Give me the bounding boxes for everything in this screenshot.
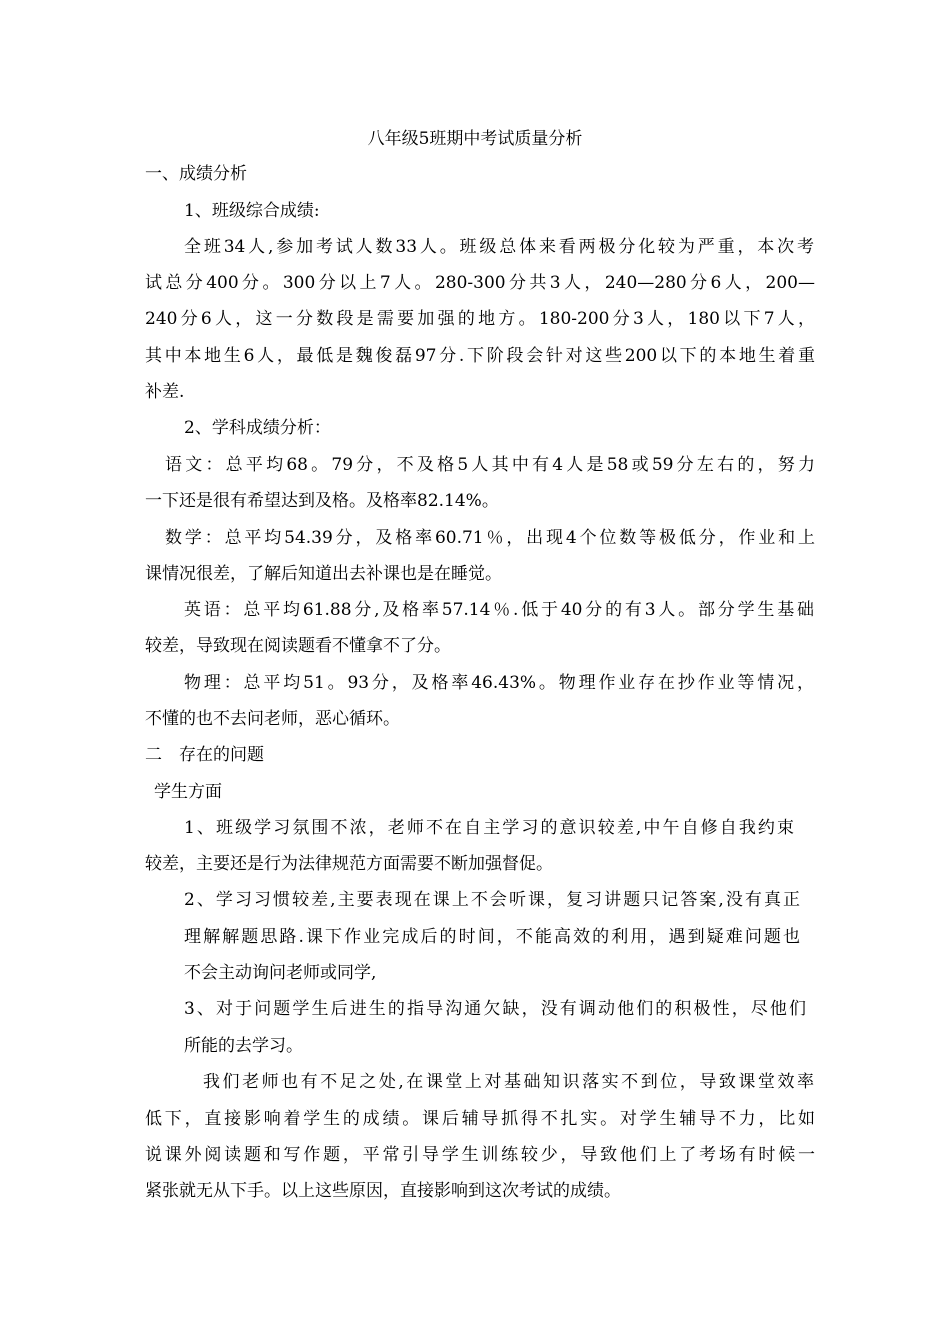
paragraph-line: 全班34人,参加考试人数33人。班级总体来看两极分化较为严重，本次考 — [184, 237, 814, 257]
list-item-line: 所能的去学习。 — [184, 1036, 303, 1056]
section-heading-score-analysis: 一、成绩分析 — [145, 164, 247, 184]
section-heading-problems: 二 存在的问题 — [145, 745, 264, 765]
paragraph-line: 紧张就无从下手。以上这些原因，直接影响到这次考试的成绩。 — [145, 1181, 621, 1201]
paragraph-line: 英语：总平均61.88分,及格率57.14％.低于40分的有3人。部分学生基础 — [184, 600, 814, 620]
paragraph-line: 不懂的也不去问老师，恶心循环。 — [145, 709, 400, 729]
list-item-line: 理解解题思路.课下作业完成后的时间，不能高效的利用，遇到疑难问题也 — [184, 927, 800, 947]
paragraph-line: 240分6人，这一分数段是需要加强的地方。180-200分3人，180以下7人， — [145, 309, 815, 329]
paragraph-line: 其中本地生6人，最低是魏俊磊97分.下阶段会针对这些200以下的本地生着重 — [145, 346, 815, 366]
list-item-line: 1、班级学习氛围不浓，老师不在自主学习的意识较差,中午自修自我约束 — [184, 818, 794, 838]
paragraph-line: 说课外阅读题和写作题，平常引导学生训练较少，导致他们上了考场有时候一 — [145, 1145, 815, 1165]
subheading-students: 学生方面 — [154, 782, 222, 802]
paragraph-line: 语文：总平均68。79分，不及格5人其中有4人是58或59分左右的，努力 — [165, 455, 815, 475]
paragraph-line: 我们老师也有不足之处,在课堂上对基础知识落实不到位，导致课堂效率 — [203, 1072, 814, 1092]
paragraph-line: 一下还是很有希望达到及格。及格率82.14%。 — [145, 491, 499, 511]
list-item-line: 3、对于问题学生后进生的指导沟通欠缺，没有调动他们的积极性，尽他们 — [184, 999, 806, 1019]
paragraph-line: 课情况很差，了解后知道出去补课也是在睡觉。 — [145, 564, 502, 584]
paragraph-line: 数学：总平均54.39分，及格率60.71％，出现4个位数等极低分，作业和上 — [165, 528, 815, 548]
subheading-class-score: 1、班级综合成绩: — [184, 201, 320, 221]
list-item-line: 较差，主要还是行为法律规范方面需要不断加强督促。 — [145, 854, 553, 874]
paragraph-line: 补差. — [145, 382, 185, 402]
paragraph-line: 低下，直接影响着学生的成绩。课后辅导抓得不扎实。对学生辅导不力，比如 — [145, 1109, 815, 1129]
list-item-line: 不会主动询问老师或同学, — [184, 963, 377, 983]
paragraph-line: 试总分400分。300分以上7人。280-300分共3人，240—280分6人，200— — [145, 273, 815, 293]
paragraph-line: 物理：总平均51。93分，及格率46.43%。物理作业存在抄作业等情况， — [184, 673, 814, 693]
document-title: 八年级5班期中考试质量分析 — [367, 129, 583, 149]
list-item-line: 2、学习习惯较差,主要表现在课上不会听课，复习讲题只记答案,没有真正 — [184, 890, 800, 910]
paragraph-line: 较差，导致现在阅读题看不懂拿不了分。 — [145, 636, 451, 656]
subheading-subject-score: 2、学科成绩分析： — [184, 418, 331, 438]
